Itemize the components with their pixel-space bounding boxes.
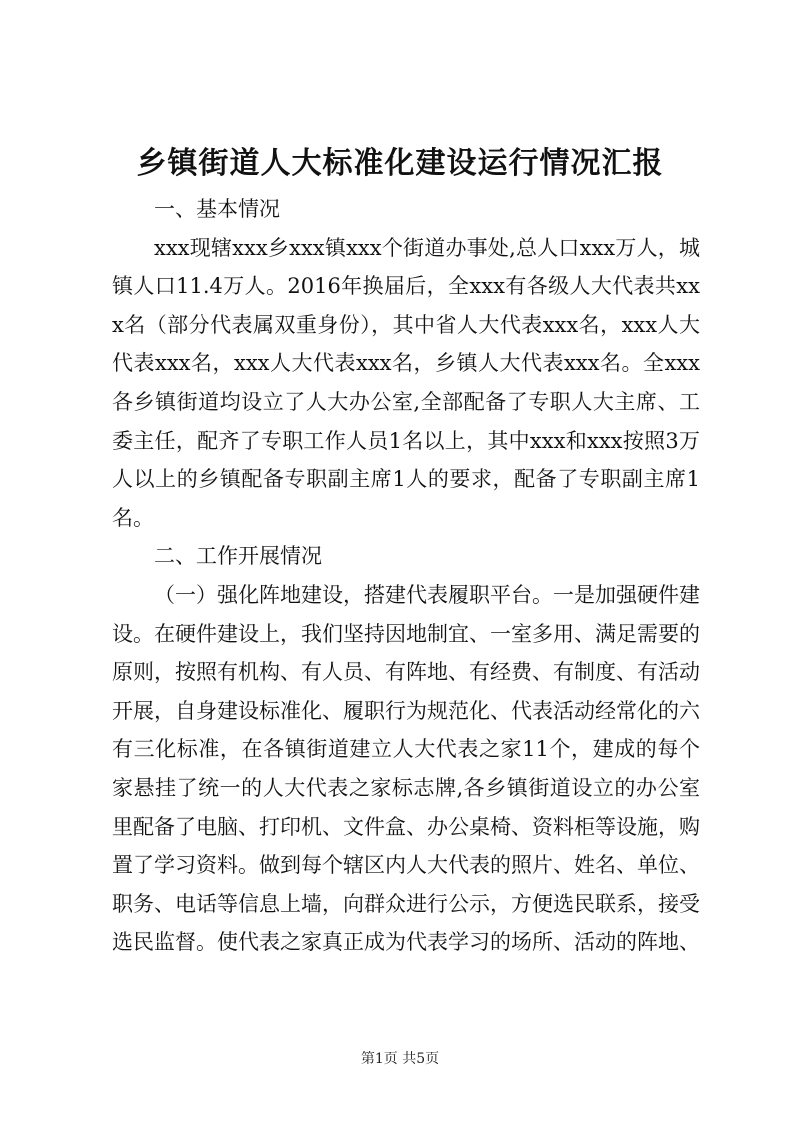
- document-body: [112, 190, 700, 962]
- document-title: 乡镇街道人大标准化建设运行情况汇报: [136, 146, 664, 181]
- section-2-paragraph: （一）强化阵地建设，搭建代表履职平台。一是加强硬件建设。在硬件建设上，我们坚持因地制宜、一室多用、满足需要的原则，按照有机构、有人员、有阵地、有经费、有制度、有活动开展，自身建设标准化、履职行为规范化、代表活动经常化的六有三化标准，在各镇街道建立人大代表之家11个，建成的每个家悬挂了统一的人大代表之家标志牌,各乡镇街道设立的办公室里配备了电脑、打印机、文件盒、办公桌椅、资料柜等设施，购置了学习资料。做到每个辖区内人大代表的照片、姓名、单位、职务、电话等信息上墙，向群众进行公示，方便选民联系，接受选民监督。使代表之家真正成为代表学习的场所、活动的阵地、: [112, 582, 700, 955]
- section-1-heading: 一、基本情况: [154, 197, 280, 221]
- page-footer: 第1页 共5页: [360, 1051, 440, 1067]
- section-1-paragraph: xxx现辖xxx乡xxx镇xxx个街道办事处,总人口xxx万人，城镇人口11.4万人。2016年换届后，全xxx有各级人大代表共xxx名（部分代表属双重身份），其中省人大代表xxx名，xxx人大代表xxx名，xxx人大代表xxx名，乡镇人大代表xxx名。全xxx各乡镇街道均设立了人大办公室,全部配备了专职人大主席、工委主任，配齐了专职工作人员1名以上，其中xxx和xxx按照3万人以上的乡镇配备专职副主席1人的要求，配备了专职副主席1名。: [112, 235, 700, 530]
- section-2-heading: 二、工作开展情况: [154, 544, 322, 569]
